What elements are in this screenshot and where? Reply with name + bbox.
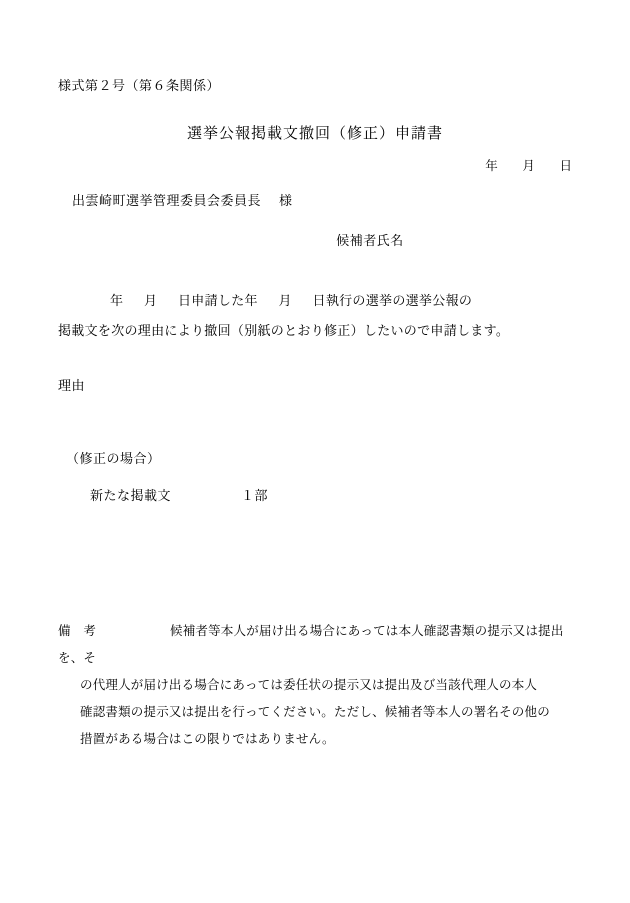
new-document-label: 新たな掲載文 xyxy=(90,488,172,503)
applied-day-text: 日申請した xyxy=(178,293,245,308)
addressee-honorific: 様 xyxy=(279,193,293,208)
application-body-line-2: 掲載文を次の理由により撤回（別紙のとおり修正）したいので申請します。 xyxy=(58,323,510,338)
candidate-name-label: 候補者氏名 xyxy=(336,233,404,248)
election-gazette-text: 選挙の選挙公報の xyxy=(365,293,473,308)
notes-block xyxy=(58,618,572,753)
application-body-line-1 xyxy=(58,286,572,316)
date-line-top xyxy=(0,156,572,174)
notes-line-1: 候補者等本人が届け出る場合にあっては本人確認書類の提示又は提出を、そ xyxy=(58,624,564,665)
executed-month-label: 月 xyxy=(278,293,292,308)
amendment-case-label: （修正の場合） xyxy=(66,451,161,466)
notes-line-4: 措置がある場合はこの限りではありません。 xyxy=(80,732,335,746)
application-body xyxy=(58,286,572,346)
notes-label: 備 考 xyxy=(58,624,97,638)
page-title: 選挙公報掲載文撤回（修正）申請書 xyxy=(186,126,443,142)
executed-day-text: 日執行の xyxy=(312,293,366,308)
date-day-label: 日 xyxy=(559,159,572,173)
notes-line-2: の代理人が届け出る場合にあっては委任状の提示又は提出及び当該代理人の本人 xyxy=(80,678,538,692)
reason-label: 理由 xyxy=(58,378,86,393)
applied-month-label: 月 xyxy=(144,293,158,308)
new-document-line xyxy=(90,485,268,504)
date-month-label: 月 xyxy=(522,159,535,173)
form-number: 様式第２号（第６条関係） xyxy=(58,78,221,93)
executed-year-label: 年 xyxy=(244,293,258,308)
date-year-label: 年 xyxy=(485,159,498,173)
notes-line-3: 確認書類の提示又は提出を行ってください。ただし、候補者等本人の署名その他の xyxy=(80,705,550,719)
applied-year-label: 年 xyxy=(110,293,124,308)
addressee xyxy=(72,190,293,209)
new-document-quantity: １部 xyxy=(241,488,269,503)
addressee-name: 出雲崎町選挙管理委員会委員長 xyxy=(72,193,262,208)
